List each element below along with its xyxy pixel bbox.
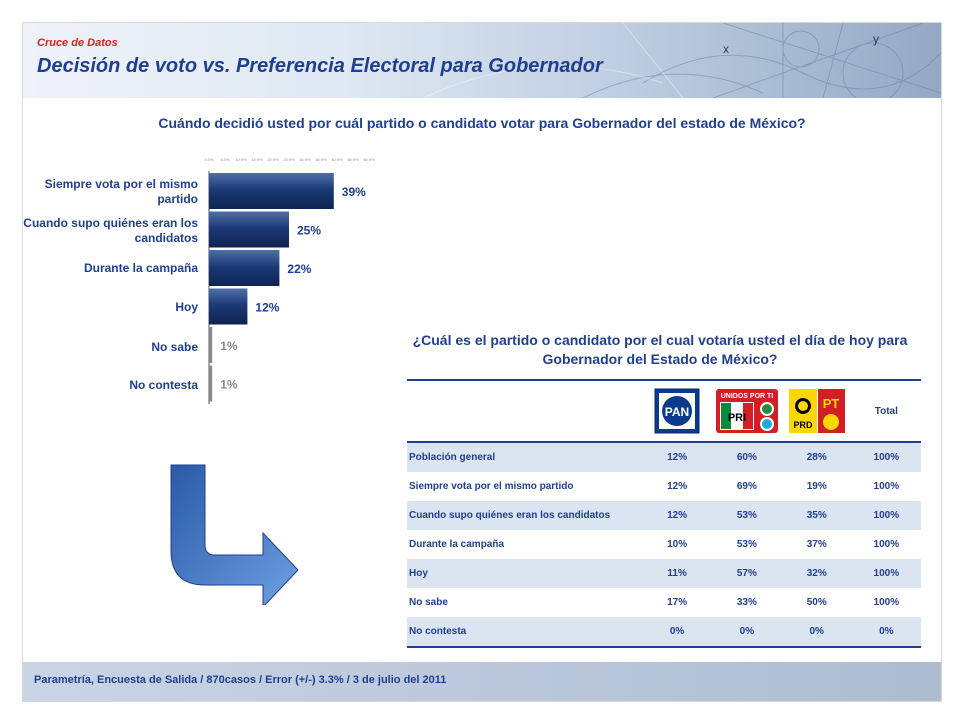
crosstab-cell: 33% bbox=[736, 597, 757, 608]
x-tick-label: 0.0% bbox=[204, 157, 214, 162]
crosstab-cell: 57% bbox=[736, 568, 757, 579]
x-tick-label: 10.0% bbox=[235, 157, 247, 162]
bar bbox=[209, 173, 334, 209]
slide bbox=[22, 22, 942, 702]
x-tick-label: 5.0% bbox=[220, 157, 230, 162]
section-kicker: Cruce de Datos bbox=[37, 37, 118, 49]
footer bbox=[23, 662, 941, 701]
crosstab-cell: 100% bbox=[873, 510, 900, 521]
crosstab-cell: 100% bbox=[873, 452, 900, 463]
crosstab-cell: 60% bbox=[736, 452, 757, 463]
category-label: Siempre vota por el mismo partido bbox=[44, 177, 198, 206]
pt-logo-text: PT bbox=[822, 396, 840, 411]
category-label: No contesta bbox=[129, 378, 198, 392]
crosstab-body bbox=[407, 442, 921, 647]
crosstab-row bbox=[407, 442, 921, 472]
bar-value-label: 22% bbox=[287, 262, 312, 276]
crosstab-row bbox=[407, 472, 921, 501]
crosstab-title: ¿Cuál es el partido o candidato por el cual votaría usted el día de hoy para Gobernador del Estado de México? bbox=[412, 332, 908, 367]
pri-slogan: UNIDOS POR TI bbox=[720, 393, 774, 400]
bar-value-label: 39% bbox=[341, 185, 366, 199]
decoration-y-glyph: y bbox=[873, 32, 879, 46]
crosstab-cell: 10% bbox=[667, 539, 688, 550]
crosstab-cell: 100% bbox=[873, 597, 900, 608]
bar bbox=[209, 327, 212, 363]
crosstab-header-blank bbox=[407, 380, 642, 442]
category-label: Hoy bbox=[175, 300, 198, 314]
prd-logo-text: PRD bbox=[793, 420, 813, 430]
category-label: Cuando supo quiénes eran los candidatos bbox=[23, 216, 198, 245]
x-tick-label: 35.0% bbox=[315, 157, 327, 162]
crosstab-row bbox=[407, 530, 921, 559]
crosstab-table bbox=[407, 379, 921, 648]
x-tick-label: 15.0% bbox=[251, 157, 263, 162]
crosstab-cell: 12% bbox=[667, 481, 688, 492]
x-tick-label: 45.0% bbox=[347, 157, 359, 162]
bar-value-label: 1% bbox=[220, 339, 238, 353]
crosstab-cell: 35% bbox=[806, 510, 827, 521]
crosstab-cell: 19% bbox=[806, 481, 827, 492]
footer-source: Parametría, Encuesta de Salida / 870casos / Error (+/-) 3.3% / 3 de julio del 2011 bbox=[34, 674, 447, 686]
crosstab-cell: 50% bbox=[806, 597, 827, 608]
x-tick-label: 40.0% bbox=[331, 157, 343, 162]
pan-logo bbox=[654, 388, 700, 434]
x-tick-label: 50.0% bbox=[363, 157, 375, 162]
crosstab-row-label: Durante la campaña bbox=[409, 539, 505, 550]
category-label: Durante la campaña bbox=[83, 261, 198, 275]
crosstab-cell: 37% bbox=[806, 539, 827, 550]
crosstab-row-label: Hoy bbox=[409, 568, 428, 579]
crosstab-header-row bbox=[407, 380, 921, 442]
crosstab-cell: 53% bbox=[736, 539, 757, 550]
crosstab-cell: 0% bbox=[782, 617, 852, 647]
crosstab-row bbox=[407, 588, 921, 617]
crosstab-cell: 17% bbox=[667, 597, 688, 608]
chart-title: Cuándo decidió usted por cuál partido o candidato votar para Gobernador del estado de México? bbox=[158, 115, 806, 131]
crosstab-cell: 11% bbox=[667, 568, 687, 579]
bar bbox=[209, 212, 289, 248]
category-label: No sabe bbox=[151, 340, 198, 354]
crosstab-row bbox=[407, 501, 921, 530]
crosstab-cell: 32% bbox=[806, 568, 827, 579]
crosstab-row-label: No sabe bbox=[409, 597, 448, 608]
crosstab-row bbox=[407, 559, 921, 588]
crosstab-row bbox=[407, 617, 921, 647]
crosstab-row-label: No contesta bbox=[407, 617, 642, 647]
bar bbox=[209, 250, 279, 286]
x-tick-label: 25.0% bbox=[283, 157, 295, 162]
crosstab-cell: 100% bbox=[873, 568, 900, 579]
crosstab-row-label: Cuando supo quiénes eran los candidatos bbox=[409, 510, 611, 521]
bar-value-label: 25% bbox=[297, 223, 322, 238]
crosstab-cell: 0% bbox=[852, 617, 921, 647]
decoration-x-glyph: x bbox=[723, 42, 729, 56]
x-tick-label: 20.0% bbox=[267, 157, 279, 162]
crosstab-cell: 100% bbox=[873, 539, 900, 550]
crosstab-cell: 53% bbox=[736, 510, 757, 521]
crosstab-cell: 28% bbox=[806, 452, 827, 463]
crosstab-cell: 69% bbox=[736, 481, 757, 492]
crosstab-row-label: Población general bbox=[409, 452, 496, 463]
crosstab-cell: 0% bbox=[642, 617, 712, 647]
pri-logo bbox=[715, 388, 779, 434]
pan-logo-text: PAN bbox=[664, 405, 690, 419]
page-title: Decisión de voto vs. Preferencia Electoral para Gobernador bbox=[37, 55, 603, 77]
x-tick-label: 30.0% bbox=[299, 157, 311, 162]
arrow-graphic bbox=[163, 455, 303, 605]
bar-value-label: 1% bbox=[220, 377, 238, 392]
bar-value-label: 12% bbox=[255, 300, 280, 315]
crosstab-cell: 12% bbox=[667, 510, 688, 521]
crosstab-cell: 12% bbox=[667, 452, 688, 463]
col-pri bbox=[712, 380, 782, 442]
col-total: Total bbox=[852, 380, 921, 442]
col-pan bbox=[642, 380, 712, 442]
crosstab-cell: 0% bbox=[712, 617, 782, 647]
crosstab-row-label: Siempre vota por el mismo partido bbox=[409, 481, 574, 492]
pri-logo-text: PRI bbox=[727, 412, 747, 424]
header-banner bbox=[23, 23, 941, 98]
crosstab-cell: 100% bbox=[873, 481, 900, 492]
bar bbox=[209, 366, 212, 402]
col-prd-pt bbox=[782, 380, 852, 442]
bar bbox=[209, 289, 247, 325]
prd-pt-logo bbox=[788, 388, 846, 434]
